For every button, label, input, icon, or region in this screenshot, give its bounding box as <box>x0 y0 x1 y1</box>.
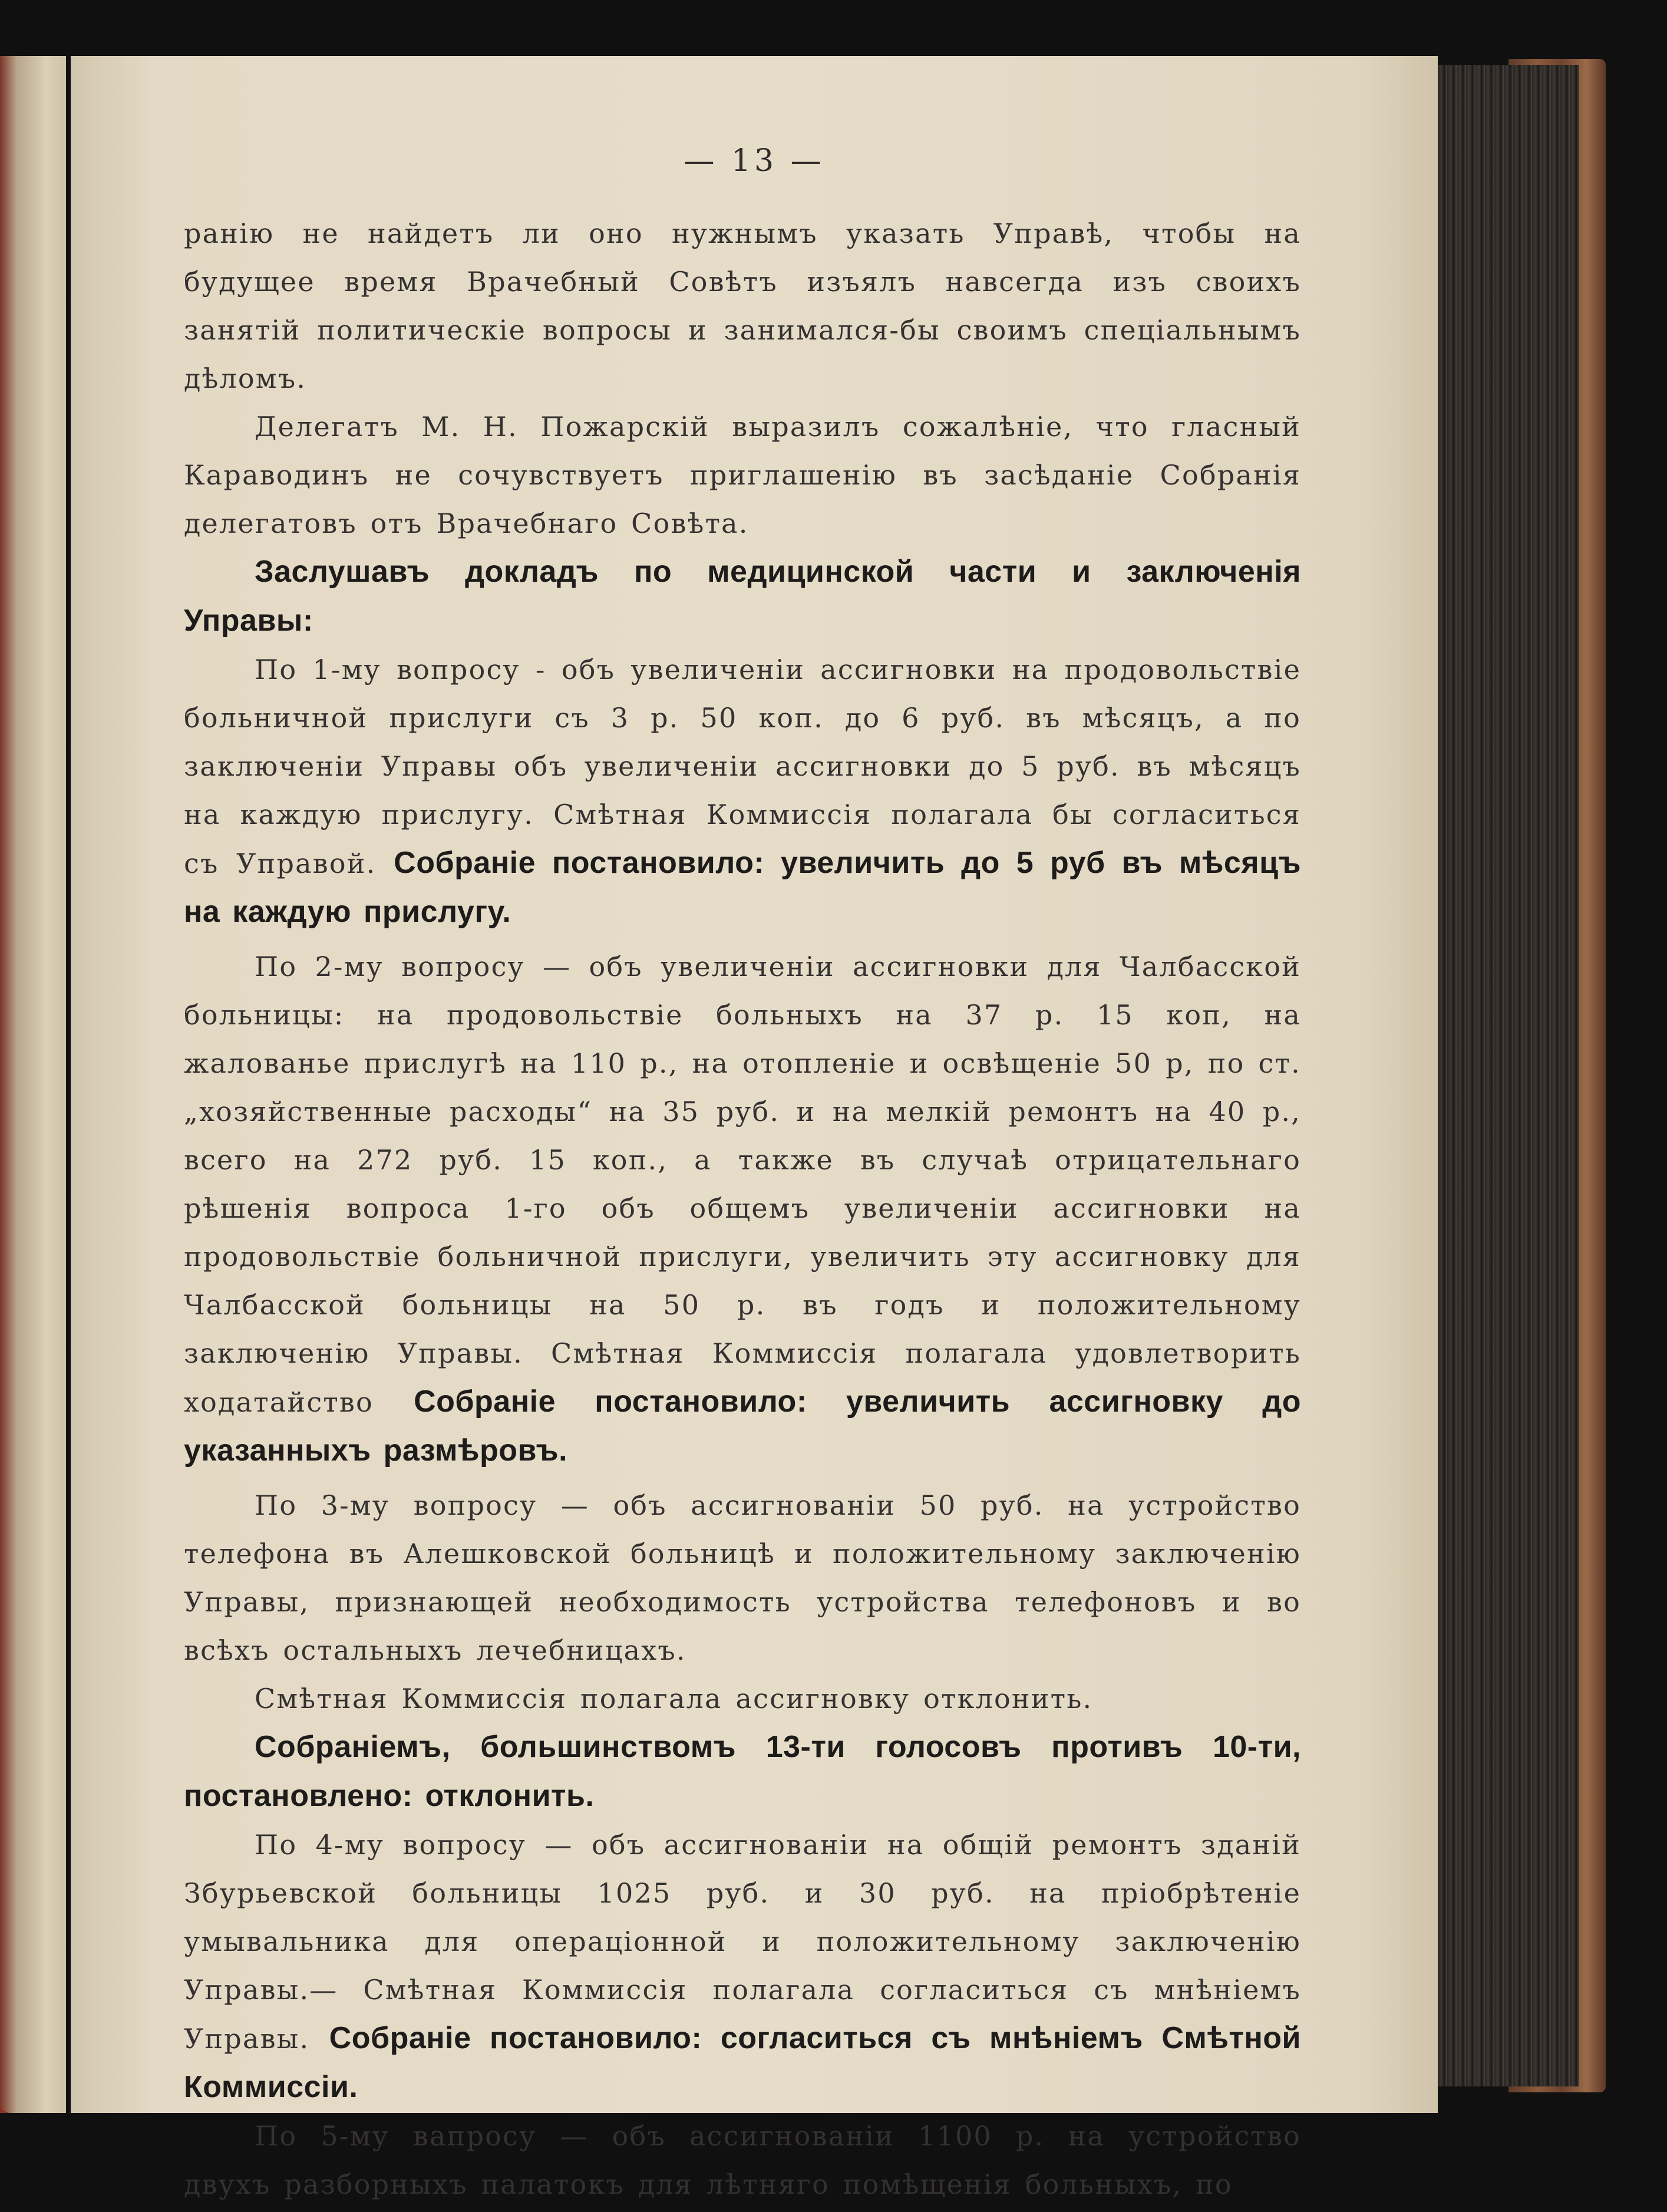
heading-resolution: Заслушавъ докладъ по медицинской части и заключенія Управы: <box>184 555 1301 638</box>
left-page-margin <box>0 56 66 2113</box>
paragraph-question-4: По 4-му вопросу — объ ассигнованіи на общій ремонтъ зданій Збурьевской больницы 1025 руб. и 30 руб. на пріобрѣтеніе умывальника для операціонной и положительному заключенію Управы.— Смѣтная Коммиссія полагала согласиться съ мнѣніемъ Управы. Собраніе постановило: согласиться съ мнѣніемъ Смѣтной Коммиссіи. <box>184 1829 1301 2104</box>
paragraph-1: ранію не найдетъ ли оно нужнымъ указать Управѣ, чтобы на будущее время Врачебный Совѣтъ изъялъ навсегда изъ своихъ занятій политическіе вопросы и занимался-бы своимъ спеціальнымъ дѣломъ. <box>184 217 1301 394</box>
paragraph-question-5: По 5-му вапросу — объ ассигнованіи 1100 р. на устройство двухъ разборныхъ палатокъ для лѣтняго помѣщенія больныхъ, по <box>184 2120 1301 2200</box>
page-number: — 13 — <box>684 143 825 179</box>
page-text <box>184 209 1301 2208</box>
page-stack-edge <box>1438 65 1579 2086</box>
paragraph-commission: Смѣтная Коммиссія полагала ассигновку отклонить. <box>255 1683 1093 1715</box>
paragraph-vote: Собраніемъ, большинствомъ 13-ти голосовъ противъ 10-ти, постановлено: отклонить. <box>184 1730 1301 1813</box>
paragraph-question-3: По 3-му вопросу — объ ассигнованіи 50 руб. на устройство телефона въ Алешковской больницѣ и положительному заключенію Управы, признающей необходимость устройства телефоновъ и во всѣхъ остальныхъ лечебницахъ. <box>184 1489 1301 1666</box>
book-page <box>71 56 1438 2200</box>
paragraph-2: Делегатъ М. Н. Пожарскій выразилъ сожалѣніе, что гласный Караводинъ не сочувствуетъ приглашенію въ засѣданіе Собранія делегатовъ отъ Врачебнаго Совѣта. <box>184 411 1301 539</box>
paragraph-question-2: По 2-му вопросу — объ увеличеніи ассигновки для Чалбасской больницы: на продовольствіе больныхъ на 37 р. 15 коп, на жалованье прислугѣ на 110 р., на отопленіе и освѣщеніе 50 р, по ст. „хозяйственные расходы“ на 35 руб. и на мелкій ремонтъ на 40 р., всего на 272 руб. 15 коп., а также въ случаѣ отрицательнаго рѣшенія вопроса 1-го объ общемъ увеличеніи ассигновки на продовольствіе больничной прислуги, увеличить эту ассигновку для Чалбасской больницы на 50 р. въ годъ и положительному заключенію Управы. Смѣтная Коммиссія полагала удовлетворить ходатайство Собраніе постановило: увеличить ассигновку до указанныхъ размѣровъ. <box>184 951 1301 1468</box>
paragraph-question-1: По 1-му вопросу - объ увеличеніи ассигновки на продовольствіе больничной прислуги съ 3 р. 50 коп. до 6 руб. въ мѣсяцъ, а по заключеніи Управы объ увеличеніи ассигновки до 5 руб. въ мѣсяцъ на каждую прислугу. Смѣтная Коммиссія полагала бы согласиться съ Управой. Собраніе постановило: увеличить до 5 руб въ мѣсяцъ на каждую прислугу. <box>184 654 1302 929</box>
